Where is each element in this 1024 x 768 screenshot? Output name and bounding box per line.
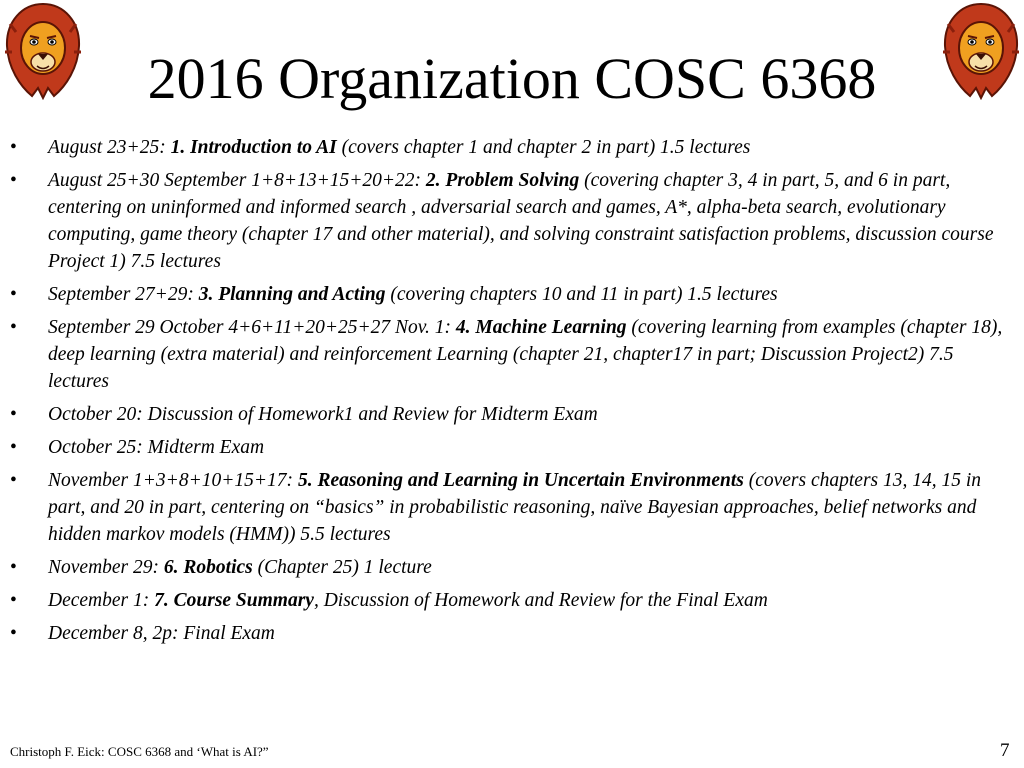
bullet-icon: • <box>10 470 17 491</box>
list-item: • August 25+30 September 1+8+13+15+20+22: 2. Problem Solving (covering chapter 3, 4 in part, 5, and 6 in part, centering on uninformed and informed search , adversarial search and games, A*, alpha-beta search, evolutionary computing, game theory (chapter 17 and other material), and solving constraint satisfaction problems, discussion course Project 1) 7.5 lectures <box>10 167 1014 275</box>
list-item: • October 25: Midterm Exam <box>10 434 1014 461</box>
list-item: • November 1+3+8+10+15+17: 5. Reasoning and Learning in Uncertain Environments (covers chapters 13, 14, 15 in part, and 20 in part, centering on “basics” in probabilistic reasoning, naïve Bayesian approaches, belief networks and hidden markov models (HMM)) 5.5 lectures <box>10 467 1014 548</box>
bullet-icon: • <box>10 590 17 611</box>
list-item: • October 20: Discussion of Homework1 and Review for Midterm Exam <box>10 401 1014 428</box>
slide-footer: Christoph F. Eick: COSC 6368 and ‘What is AI?” <box>10 744 269 759</box>
bullet-icon: • <box>10 170 17 191</box>
bullet-icon: • <box>10 557 17 578</box>
list-item: • September 27+29: 3. Planning and Acting (covering chapters 10 and 11 in part) 1.5 lectures <box>10 281 1014 308</box>
list-item: • December 1: 7. Course Summary, Discussion of Homework and Review for the Final Exam <box>10 587 1014 614</box>
bullet-icon: • <box>10 437 17 458</box>
bullet-icon: • <box>10 404 17 425</box>
bullet-icon: • <box>10 317 17 338</box>
list-item: • August 23+25: 1. Introduction to AI (covers chapter 1 and chapter 2 in part) 1.5 lectures <box>10 134 1014 161</box>
bullet-icon: • <box>10 623 17 644</box>
list-item: • December 8, 2p: Final Exam <box>10 620 1014 647</box>
list-item: • November 29: 6. Robotics (Chapter 25) 1 lecture <box>10 554 1014 581</box>
list-item: • September 29 October 4+6+11+20+25+27 Nov. 1: 4. Machine Learning (covering learning from examples (chapter 18), deep learning (extra material) and reinforcement Learning (chapter 21, chapter17 in part; Discussion Project2) 7.5 lectures <box>10 314 1014 395</box>
bullet-icon: • <box>10 137 17 158</box>
page-number: 7 <box>1000 740 1010 761</box>
schedule-list <box>10 134 1014 653</box>
bullet-icon: • <box>10 284 17 305</box>
slide-title: 2016 Organization COSC 6368 <box>147 46 877 111</box>
